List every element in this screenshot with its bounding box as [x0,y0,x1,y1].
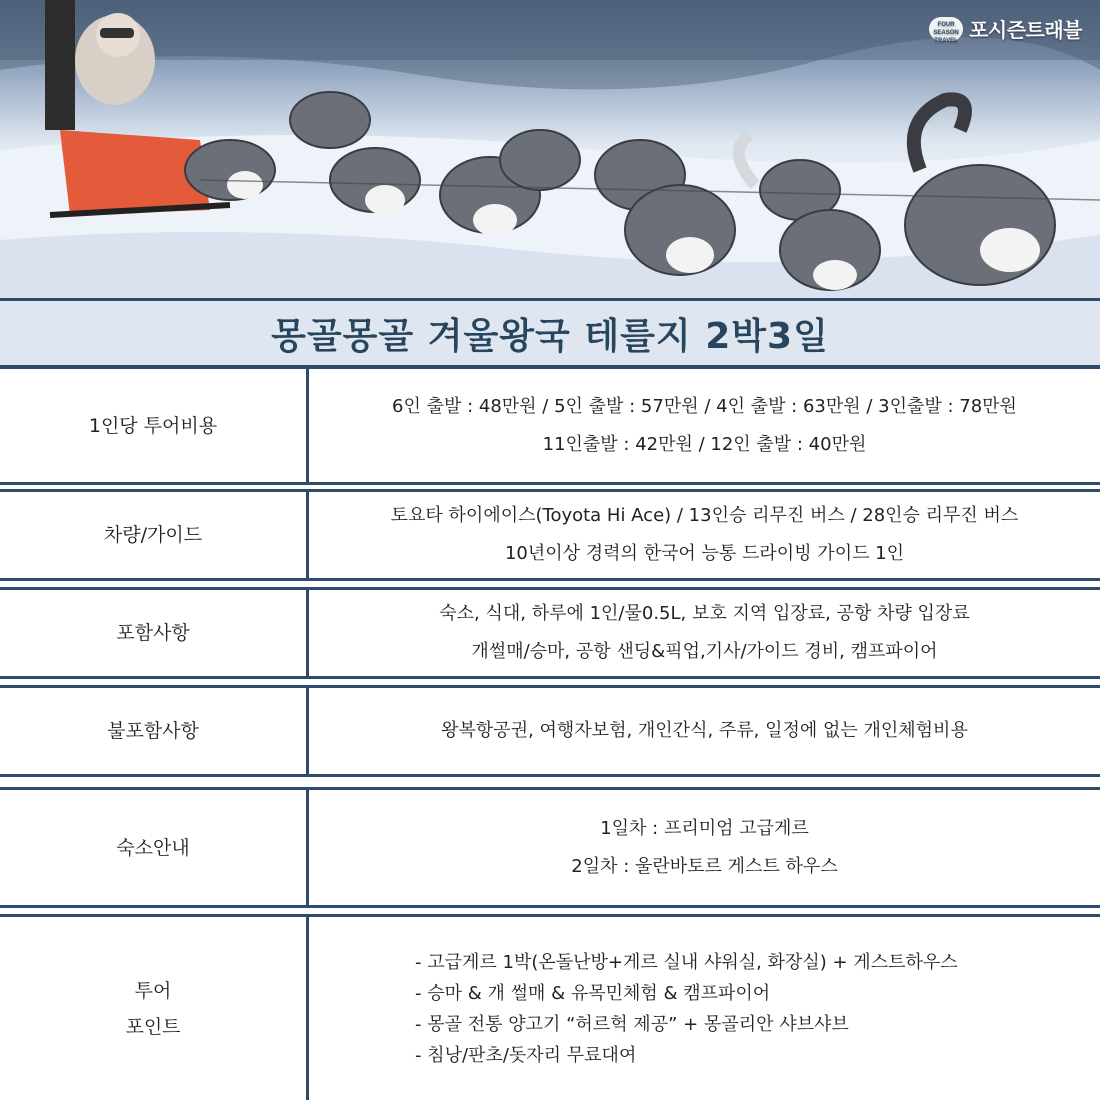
row-content [309,590,1100,676]
page-title: 몽골몽골 겨울왕국 테를지 2박3일 [271,315,829,357]
row-content [309,790,1100,905]
row-line: 숙소, 식대, 하루에 1인/물0.5L, 보호 지역 입장료, 공항 차량 입장료 [439,603,970,624]
list-item: - 몽골 전통 양고기 “허르헉 제공” + 몽골리안 샤브샤브 [415,1013,849,1035]
table-row-accommodation [0,787,1100,908]
row-content [309,492,1100,578]
row-content [309,688,1100,774]
row-line: 10년이상 경력의 한국어 능통 드라이빙 가이드 1인 [504,543,905,564]
row-line: 11인출발 : 42만원 / 12인 출발 : 40만원 [542,433,867,455]
hero-photo [0,0,1100,298]
table-row-vehicle-guide [0,489,1100,581]
row-label: 불포함사항 [0,688,309,774]
dog-sled-illustration [0,0,1100,298]
list-item: - 고급게르 1박(온돌난방+게르 실내 샤워실, 화장실) + 게스트하우스 [415,951,958,973]
row-content [309,369,1100,482]
brand-name: 포시즌트래블 [969,18,1082,42]
row-line: 2일차 : 울란바토르 게스트 하우스 [571,855,838,877]
row-line: 왕복항공권, 여행자보험, 개인간식, 주류, 일정에 없는 개인체험비용 [441,720,968,741]
title-band [0,298,1100,368]
row-label [0,917,309,1100]
brand-mark-icon: FOUR SEASON TRAVEL [929,17,963,41]
row-line: 6인 출발 : 48만원 / 5인 출발 : 57만원 / 4인 출발 : 63만원 / 3인출발 : 78만원 [392,395,1017,417]
row-line: 토요타 하이에이스(Toyota Hi Ace) / 13인승 리무진 버스 / 28인승 리무진 버스 [390,505,1019,526]
table-row-tour-points [0,914,1100,1100]
row-content [309,917,1100,1100]
row-label-line: 포인트 [125,1015,181,1038]
row-label-line: 투어 [134,979,172,1002]
row-label: 숙소안내 [0,790,309,905]
table-row-cost [0,366,1100,485]
row-label: 차량/가이드 [0,492,309,578]
row-label: 1인당 투어비용 [0,369,309,482]
list-item: - 승마 & 개 썰매 & 유목민체험 & 캠프파이어 [415,982,771,1004]
brand-logo [929,14,1082,43]
row-line: 개썰매/승마, 공항 샌딩&픽업,기사/가이드 경비, 캠프파이어 [471,641,938,662]
table-row-included [0,587,1100,679]
list-item: - 침낭/판초/돗자리 무료대여 [415,1044,637,1066]
table-row-not-included [0,685,1100,777]
row-line: 1일차 : 프리미엄 고급게르 [600,817,809,839]
row-label: 포함사항 [0,590,309,676]
